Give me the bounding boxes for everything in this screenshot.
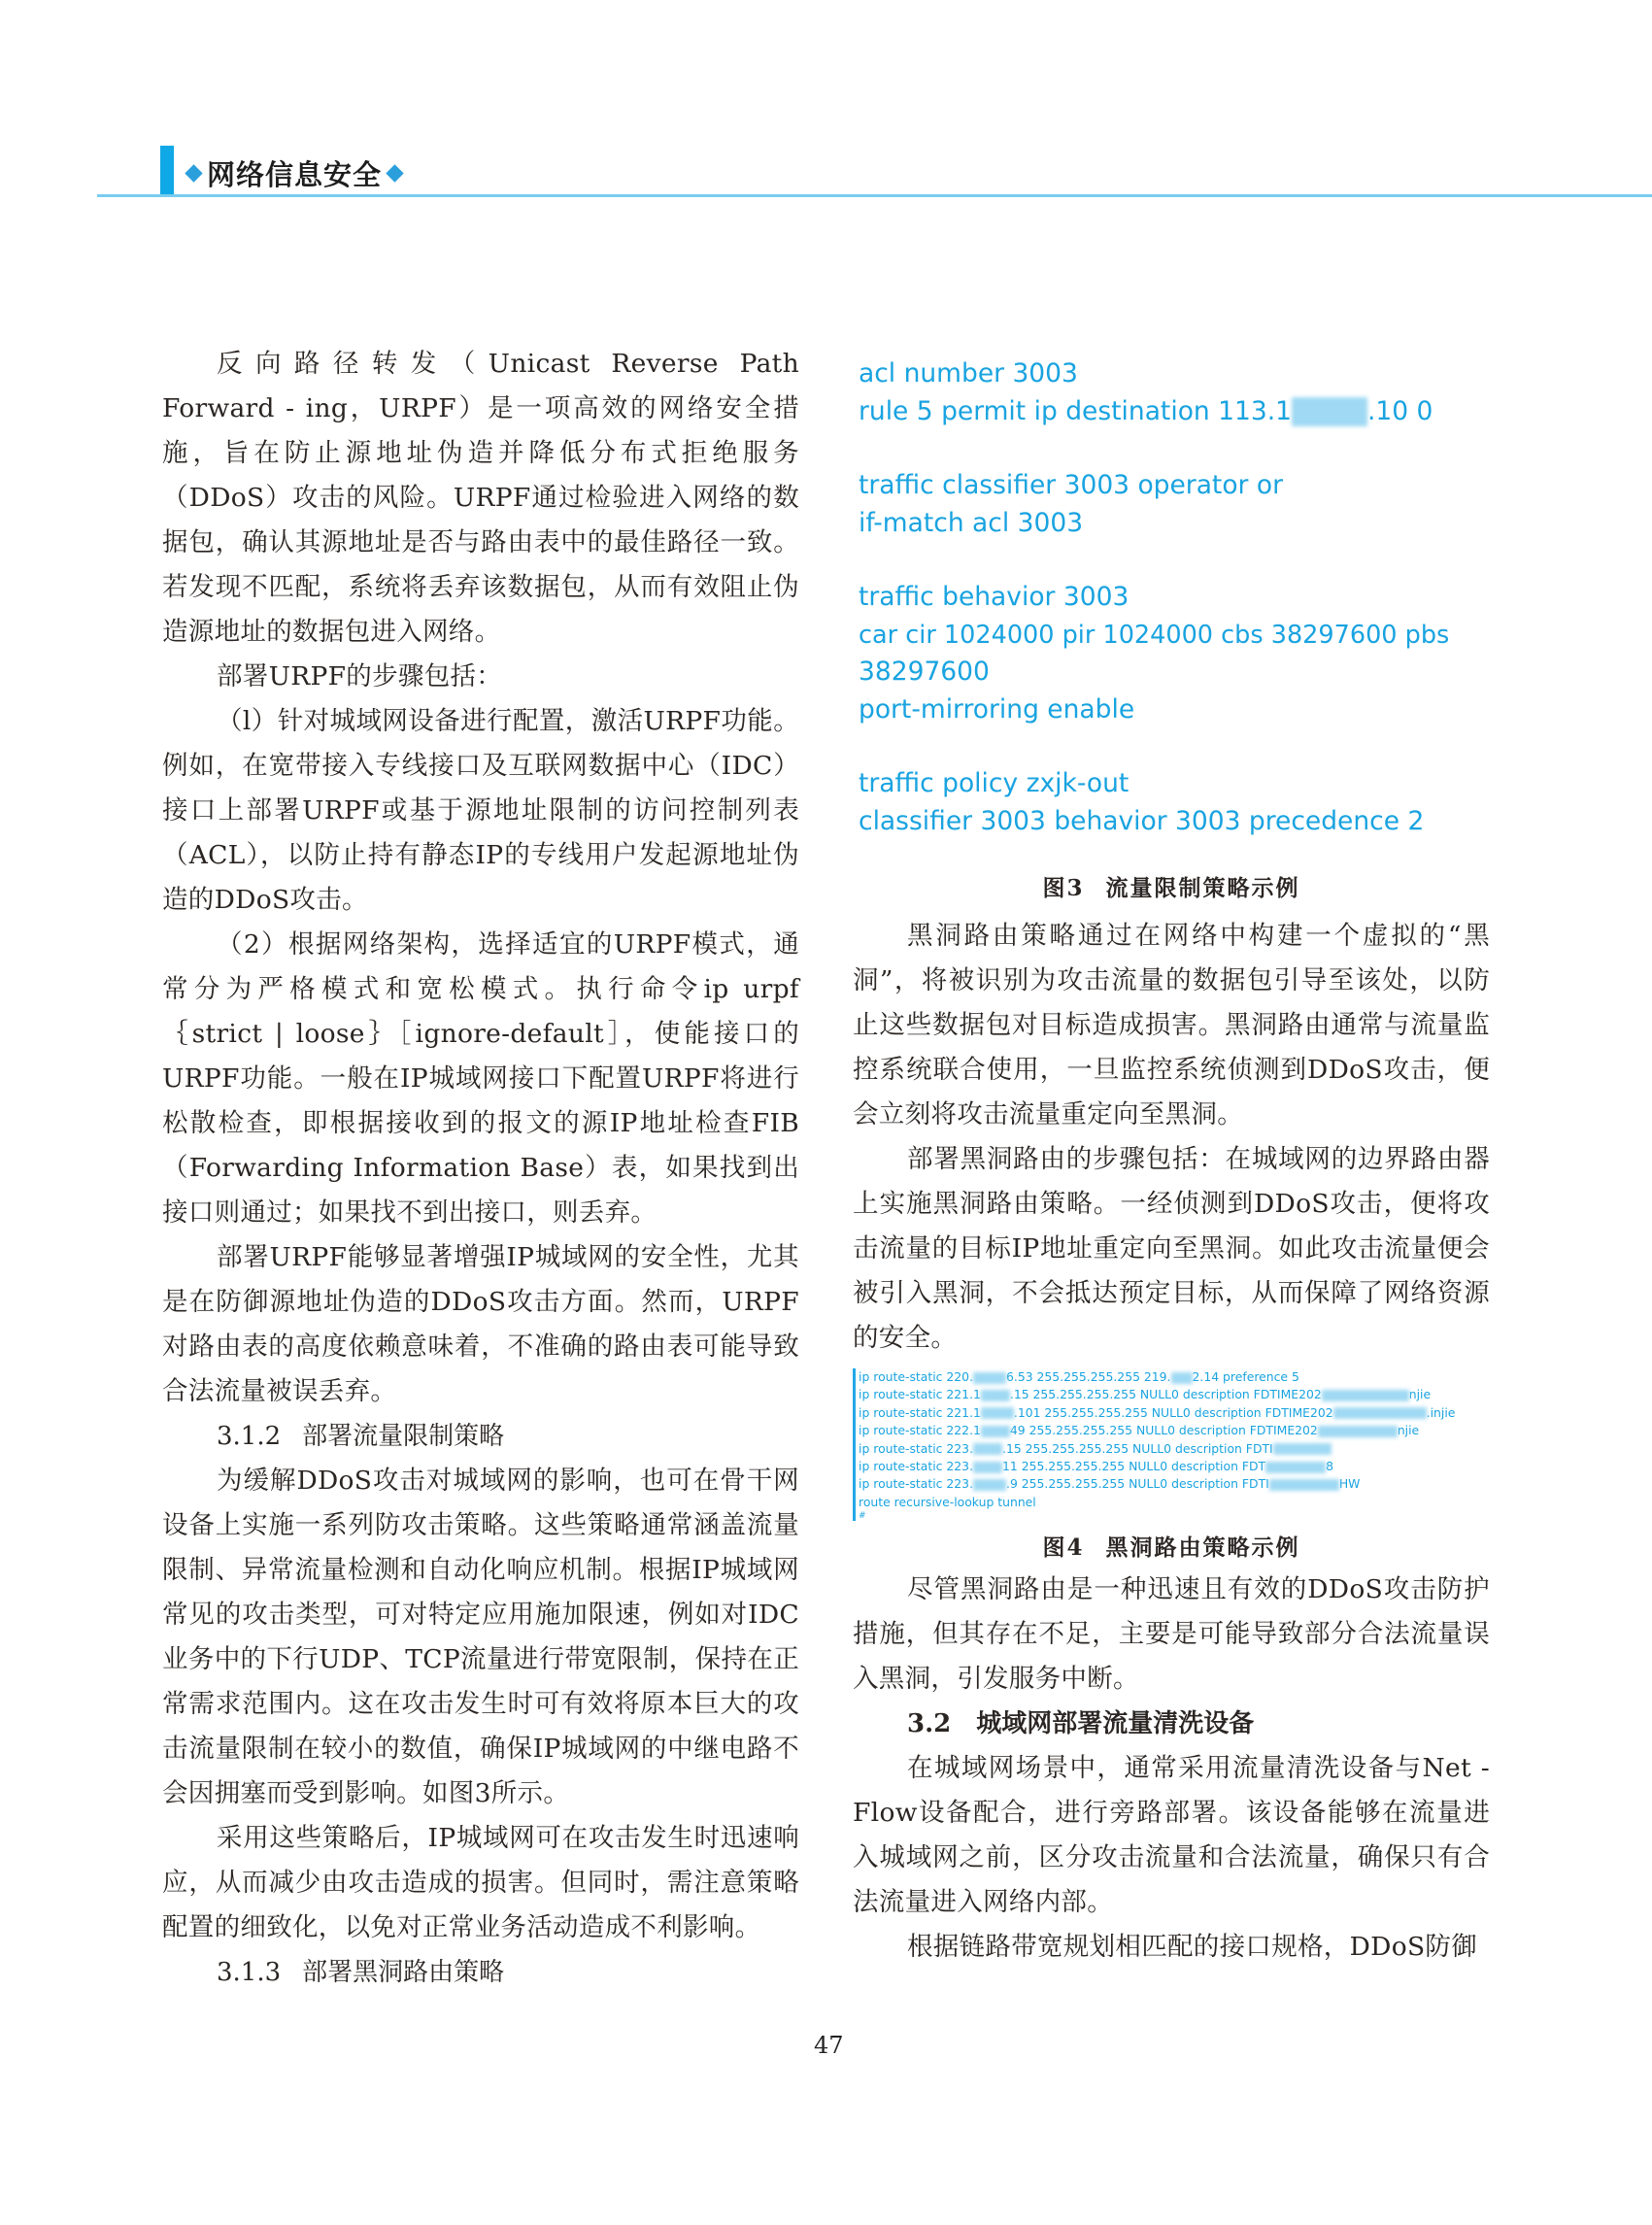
- code-line: traffic policy zxjk-out: [859, 768, 1129, 798]
- redacted-blur: [1322, 1390, 1409, 1401]
- paragraph: 尽管黑洞路由是一种迅速且有效的DDoS攻击防护措施，但其存在不足，主要是可能导致部分合法流量误入黑洞，引发服务中断。: [853, 1574, 1490, 1695]
- code-fragment: ip route-static 220.: [859, 1369, 974, 1384]
- code-line: traffic classifier 3003 operator or: [859, 470, 1283, 500]
- redacted-blur: [1269, 1479, 1339, 1491]
- heading-number: 3.1.2: [217, 1422, 282, 1451]
- diamond-icon: [386, 164, 403, 182]
- code-fragment: .injie: [1426, 1404, 1456, 1420]
- code-fragment: ip route-static 223.: [859, 1476, 974, 1492]
- redacted-blur: [1292, 397, 1367, 426]
- redacted-blur: [1273, 1443, 1332, 1455]
- paragraph: 部署URPF能够显著增强IP城域网的安全性，尤其是在防御源地址伪造的DDoS攻击方面。然而，URPF对路由表的高度依赖意味着，不准确的路由表可能导致合法流量被误丢弃。: [162, 1242, 799, 1406]
- figure-4-code: [853, 1368, 1490, 1521]
- header-rule: [97, 194, 1652, 197]
- code-fragment: .15 255.255.255.255 NULL0 description FDTIME202: [1009, 1387, 1322, 1402]
- code-line: 38297600: [859, 657, 990, 687]
- redacted-blur: [1333, 1407, 1427, 1419]
- section-header: [181, 153, 408, 193]
- code-line: #: [859, 1511, 866, 1522]
- redacted-blur: [981, 1407, 1014, 1419]
- section-heading-3-2: [853, 1702, 1490, 1746]
- left-column: [162, 342, 799, 1995]
- code-fragment: 11 255.255.255.255 NULL0 description FDT: [1002, 1459, 1266, 1474]
- code-fragment: ip route-static 223.: [859, 1440, 974, 1456]
- redacted-blur: [1171, 1372, 1193, 1384]
- figure-3-caption: 图3 流量限制策略示例: [1042, 875, 1300, 901]
- code-fragment: .15 255.255.255.255 NULL0 description FDTI: [1002, 1440, 1273, 1456]
- code-line: [859, 1386, 1490, 1403]
- code-line: [859, 1458, 1490, 1475]
- code-fragment: njie: [1397, 1423, 1420, 1438]
- heading-number: 3.2: [907, 1709, 952, 1739]
- code-line: rule 5 permit ip destination 113.1 .10 0: [859, 395, 1433, 426]
- code-line: [859, 1475, 1490, 1493]
- redacted-blur: [973, 1479, 1006, 1491]
- code-fragment: ip route-static 221.1: [859, 1387, 981, 1402]
- redacted-blur: [973, 1443, 1002, 1455]
- code-line: car cir 1024000 pir 1024000 cbs 38297600 pbs: [859, 620, 1450, 650]
- paragraph: 根据链路带宽规划相匹配的接口规格，DDoS防御: [907, 1932, 1478, 1963]
- figure-4-caption: 图4 黑洞路由策略示例: [1042, 1534, 1300, 1562]
- paragraph: 部署URPF的步骤包括：: [217, 661, 503, 691]
- code-line: classifier 3003 behavior 3003 precedence 2: [859, 805, 1425, 836]
- redacted-blur: [973, 1462, 1002, 1473]
- redacted-blur: [1265, 1462, 1326, 1473]
- code-line: [859, 1440, 1490, 1458]
- paragraph: 反向路径转发（Unicast Reverse Path Forward - ing，URPF）是一项高效的网络安全措施，旨在防止源地址伪造并降低分布式拒绝服务（DDoS）攻击的风险。URPF通过检验进入网络的数据包，确认其源地址是否与路由表中的最佳路径一致。若发现不匹配，系统将丢弃该数据包，从而有效阻止伪造源地址的数据包进入网络。: [162, 349, 799, 647]
- redacted-blur: [981, 1426, 1010, 1437]
- paragraph: （2）根据网络架构，选择适宜的URPF模式，通常分为严格模式和宽松模式。执行命令ip urpf ｛strict | loose｝［ignore-default］，使能接口的URPF功能。一般在IP城域网接口下配置URPF将进行松散检查，即根据接收到的报文的源IP地址检查FIB（Forwarding Information Base）表，如果找到出接口则通过；如果找不到出接口，则丢弃。: [162, 929, 799, 1228]
- code-line: [859, 1422, 1490, 1439]
- code-line: traffic behavior 3003: [859, 582, 1129, 612]
- code-fragment: ip route-static 222.1: [859, 1423, 981, 1438]
- heading-number: 3.1.3: [217, 1958, 282, 1987]
- code-line: route recursive-lookup tunnel: [859, 1494, 1036, 1509]
- paragraph: 黑洞路由策略通过在网络中构建一个虚拟的“黑洞”，将被识别为攻击流量的数据包引导至该处，以防止这些数据包对目标造成损害。黑洞路由通常与流量监控系统联合使用，一旦监控系统侦测到DDoS攻击，便会立刻将攻击流量重定向至黑洞。: [853, 921, 1490, 1129]
- heading-title: 部署黑洞路由策略: [302, 1958, 505, 1987]
- code-line: [859, 1404, 1490, 1422]
- code-fragment: 49 255.255.255.255 NULL0 description FDTIME202: [1009, 1423, 1318, 1438]
- redacted-blur: [973, 1372, 1006, 1384]
- code-line: [859, 1368, 1490, 1386]
- paragraph: 为缓解DDoS攻击对城域网的影响，也可在骨干网设备上实施一系列防攻击策略。这些策略通常涵盖流量限制、异常流量检测和自动化响应机制。根据IP城域网常见的攻击类型，可对特定应用施加限速，例如对IDC业务中的下行UDP、TCP流量进行带宽限制，保持在正常需求范围内。这在攻击发生时可有效将原本巨大的攻击流量限制在较小的数值，确保IP城域网的中继电路不会因拥塞而受到影响。如图3所示。: [162, 1466, 799, 1808]
- section-title: 网络信息安全: [207, 158, 383, 191]
- subsection-heading-3-1-3: [162, 1950, 799, 1995]
- paragraph: 在城域网场景中，通常采用流量清洗设备与Net - Flow设备配合，进行旁路部署。该设备能够在流量进入城域网之前，区分攻击流量和合法流量，确保只有合法流量进入网络内部。: [853, 1753, 1490, 1918]
- code-fragment: njie: [1408, 1387, 1432, 1402]
- subsection-heading-3-1-2: [162, 1414, 799, 1459]
- code-fragment: 8: [1326, 1459, 1333, 1474]
- paragraph: （l）针对城域网设备进行配置，激活URPF功能。例如，在宽带接入专线接口及互联网数据中心（IDC）接口上部署URPF或基于源地址限制的访问控制列表（ACL），以防止持有静态IP的专线用户发起源地址伪造的DDoS攻击。: [162, 706, 799, 915]
- code-fragment: ip route-static 221.1: [859, 1404, 981, 1420]
- code-line: acl number 3003: [859, 358, 1078, 388]
- code-fragment: HW: [1338, 1476, 1361, 1492]
- code-fragment: ip route-static 223.: [859, 1459, 974, 1474]
- redacted-blur: [981, 1390, 1010, 1401]
- header-accent-bar: [160, 146, 174, 196]
- figure-3-code: [859, 355, 1490, 840]
- paragraph: 部署黑洞路由的步骤包括：在城域网的边界路由器上实施黑洞路由策略。一经侦测到DDoS攻击，便将攻击流量的目标IP地址重定向至黑洞。如此攻击流量便会被引入黑洞，不会抵达预定目标，从而保障了网络资源的安全。: [853, 1144, 1490, 1353]
- redacted-blur: [1318, 1426, 1398, 1437]
- diamond-icon: [185, 164, 202, 182]
- code-fragment: 6.53 255.255.255.255 219.: [1006, 1369, 1171, 1384]
- heading-title: 部署流量限制策略: [302, 1422, 505, 1451]
- code-fragment: .101 255.255.255.255 NULL0 description FDTIME202: [1013, 1404, 1333, 1420]
- heading-title: 城域网部署流量清洗设备: [976, 1709, 1255, 1739]
- right-column: [853, 355, 1490, 1970]
- paragraph: 采用这些策略后，IP城域网可在攻击发生时迅速响应，从而减少由攻击造成的损害。但同时，需注意策略配置的细致化，以免对正常业务活动造成不利影响。: [162, 1823, 799, 1942]
- code-line: if-match acl 3003: [859, 507, 1084, 538]
- page-number: 47: [814, 2032, 844, 2059]
- code-fragment: 2.14 preference 5: [1192, 1369, 1299, 1384]
- code-fragment: .9 255.255.255.255 NULL0 description FDTI: [1006, 1476, 1269, 1492]
- code-line: port-mirroring enable: [859, 693, 1135, 725]
